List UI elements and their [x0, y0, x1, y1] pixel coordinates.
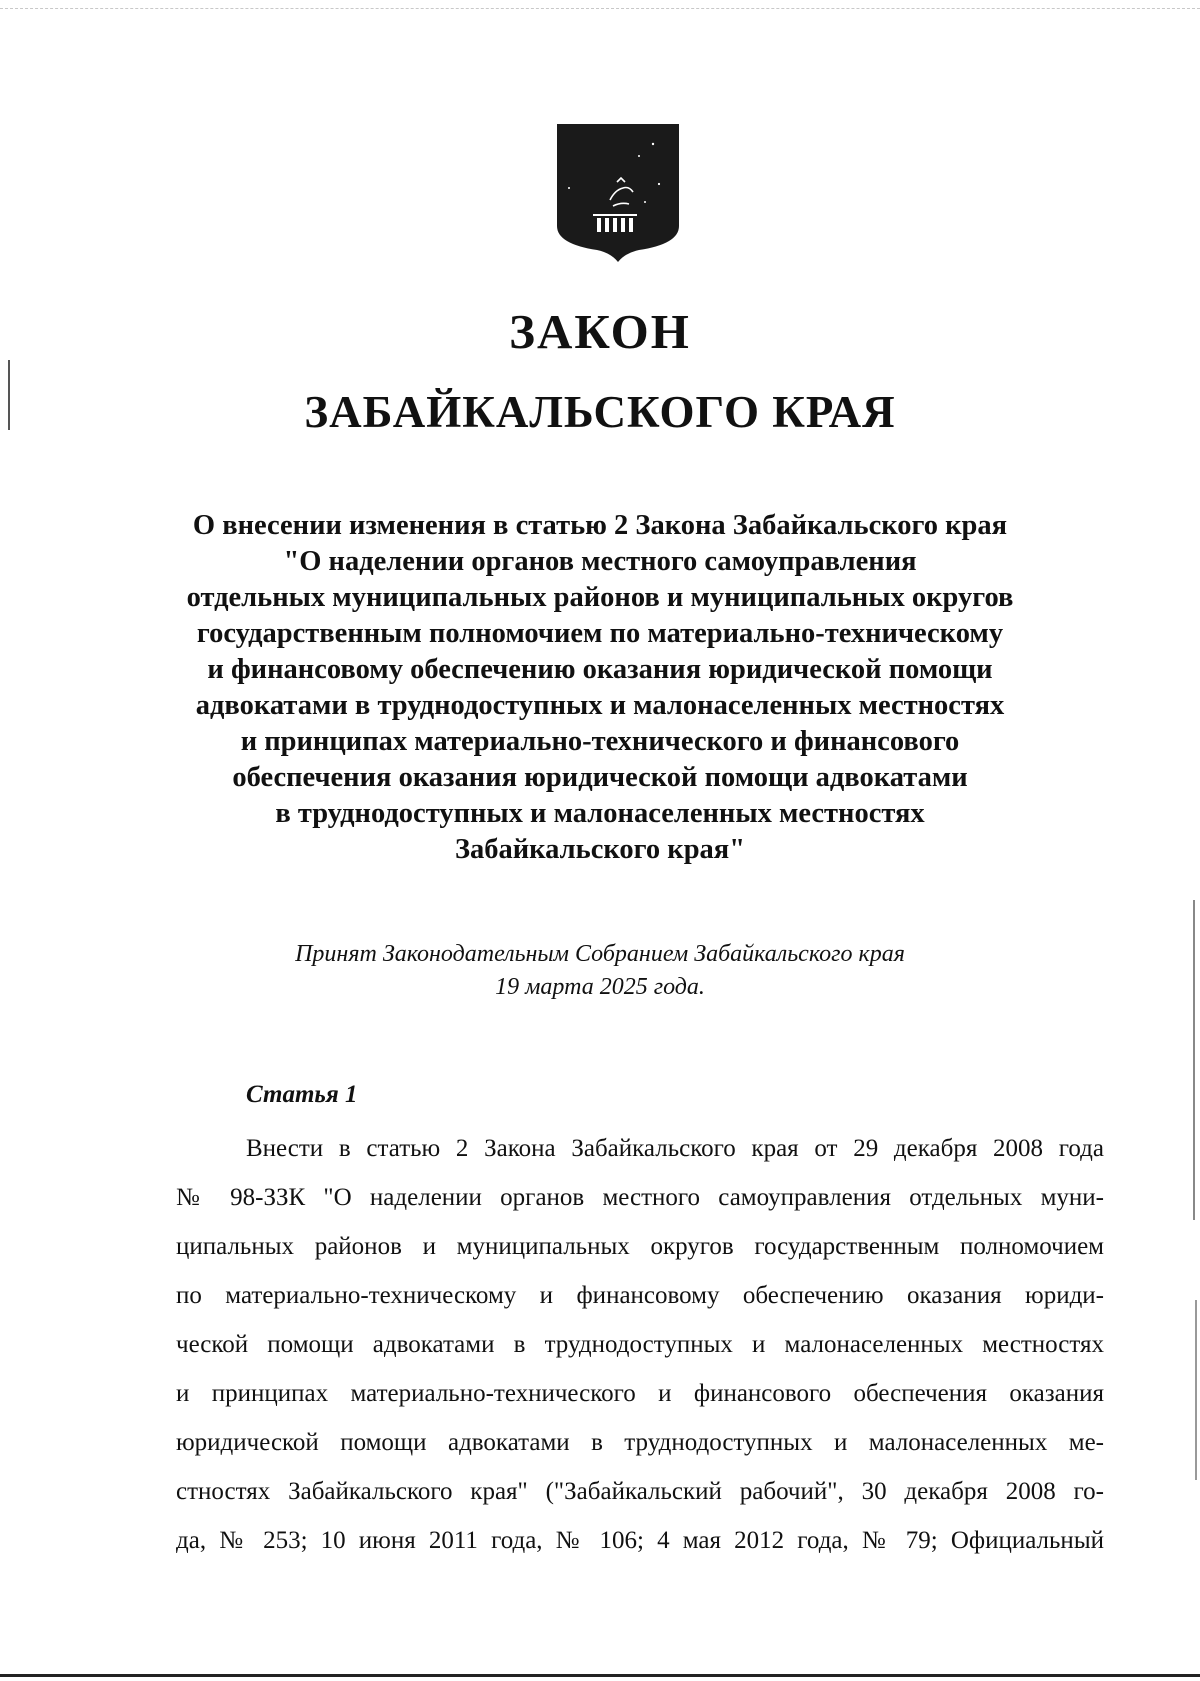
scan-mark-right — [1193, 900, 1195, 1220]
body-line: стностях Забайкальского края" ("Забайкальский рабочий", 30 декабря 2008 го- — [176, 1478, 1104, 1505]
heading-line: Забайкальского края" — [454, 834, 746, 865]
law-title: ЗАКОН — [509, 304, 691, 359]
scan-edge-top — [0, 8, 1200, 9]
body-line: Внести в статью 2 Закона Забайкальского края от 29 декабря 2008 года — [246, 1135, 1104, 1162]
body-line: ческой помощи адвокатами в труднодоступных и малонаселенных местностях — [176, 1331, 1104, 1358]
scan-edge-bottom — [0, 1674, 1200, 1677]
body-line: и принципах материально-технического и финансового обеспечения оказания — [176, 1380, 1104, 1407]
heading-line: адвокатами в труднодоступных и малонаселенных местностях — [195, 690, 1005, 721]
heading-line: и финансовому обеспечению оказания юридической помощи — [207, 654, 993, 685]
body-line: юридической помощи адвокатами в труднодоступных и малонаселенных ме- — [176, 1429, 1104, 1456]
body-line: ципальных районов и муниципальных округов государственным полномочием — [176, 1233, 1104, 1260]
law-heading — [150, 508, 1050, 868]
heading-line: государственным полномочием по материально-техническому — [196, 618, 1004, 649]
body-line: по материально-техническому и финансовому обеспечению оказания юриди- — [176, 1282, 1104, 1309]
heading-line: в труднодоступных и малонаселенных местностях — [275, 798, 925, 829]
article-body — [176, 1124, 1104, 1565]
adoption-date: 19 марта 2025 года. — [495, 974, 705, 1000]
heading-line: и принципах материально-технического и финансового — [240, 726, 960, 757]
adoption-note — [150, 938, 1050, 1004]
heading-line: "О наделении органов местного самоуправления — [283, 546, 917, 577]
body-line: № 98-ЗЗК "О наделении органов местного самоуправления отдельных муни- — [176, 1184, 1104, 1211]
scan-mark-right-lower — [1195, 1300, 1197, 1480]
coat-of-arms-icon — [555, 122, 681, 264]
body-line: да, № 253; 10 июня 2011 года, № 106; 4 мая 2012 года, № 79; Официальный — [176, 1527, 1104, 1554]
heading-line: обеспечения оказания юридической помощи адвокатами — [232, 762, 968, 793]
adoption-line: Принят Законодательным Собранием Забайкальского края — [295, 941, 905, 967]
law-region-title: ЗАБАЙКАЛЬСКОГО КРАЯ — [304, 387, 896, 437]
article-title: Статья 1 — [246, 1081, 358, 1108]
heading-line: О внесении изменения в статью 2 Закона Забайкальского края — [192, 510, 1008, 541]
heading-line: отдельных муниципальных районов и муниципальных округов — [186, 582, 1014, 613]
